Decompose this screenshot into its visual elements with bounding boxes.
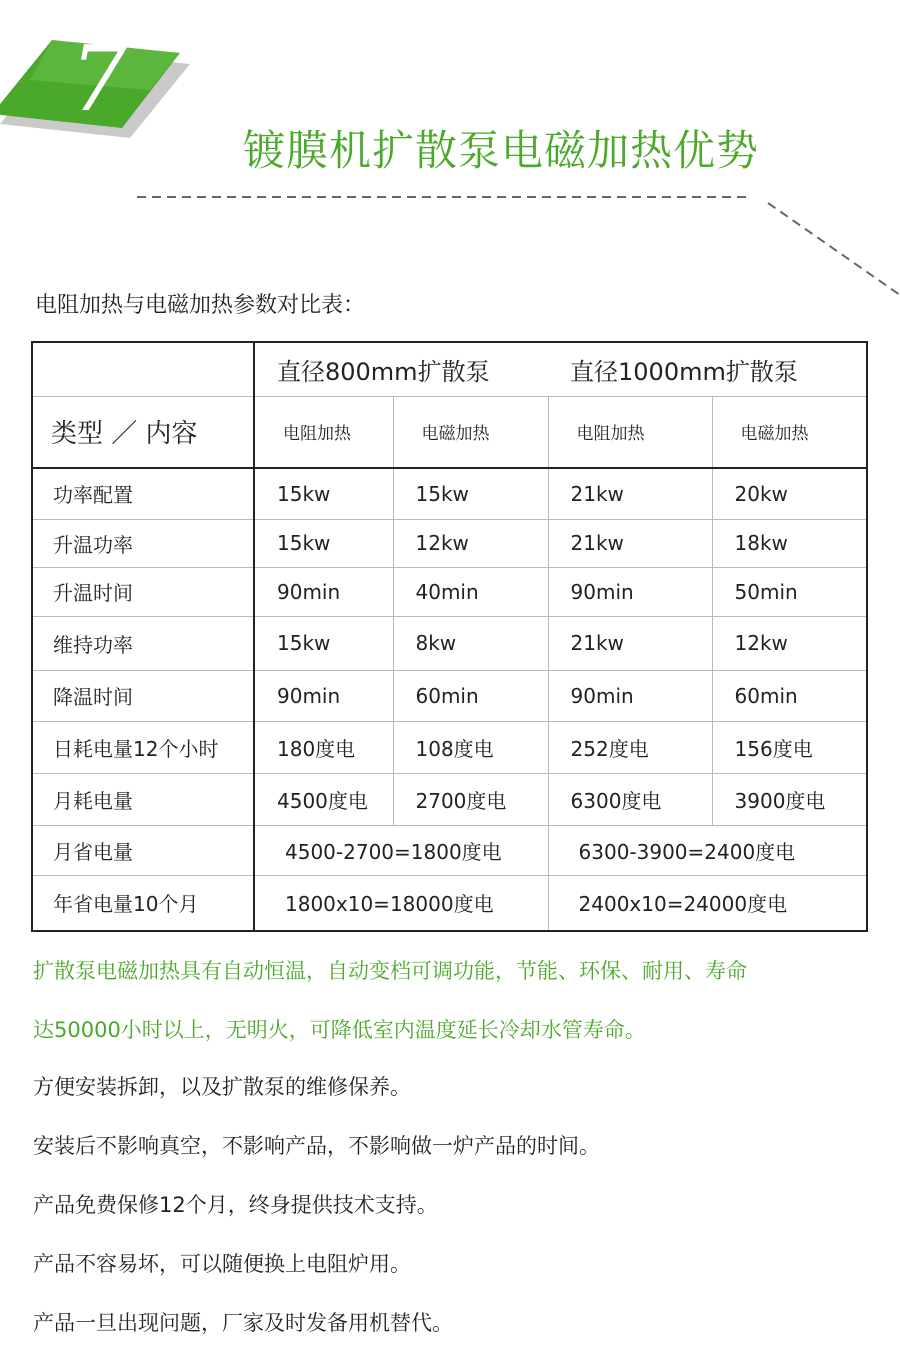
- table-row: [32, 825, 867, 875]
- subheader: 电阻加热: [548, 396, 712, 468]
- row-label: 日耗电量12个小时: [32, 721, 254, 773]
- table-cell: 50min: [712, 567, 867, 616]
- highlight-line: 达50000小时以上，无明火，可降低室内温度延长冷却水管寿命。: [33, 1018, 646, 1042]
- badge-number: 7: [70, 27, 128, 132]
- table-group-header-row: [32, 342, 867, 396]
- table-row: [32, 721, 867, 773]
- table-cell: 12kw: [393, 519, 548, 567]
- comparison-table: [31, 341, 866, 932]
- row-label: 升温功率: [32, 519, 254, 567]
- row-label: 维持功率: [32, 616, 254, 670]
- table-cell: 20kw: [712, 468, 867, 519]
- table-cell: 90min: [548, 670, 712, 721]
- table-subheader-row: [32, 396, 867, 468]
- table-cell: 60min: [393, 670, 548, 721]
- row-label: 功率配置: [32, 468, 254, 519]
- table-cell: 2700度电: [393, 773, 548, 825]
- table-row: [32, 875, 867, 931]
- table-cell: 21kw: [548, 468, 712, 519]
- table-cell: 6300-3900=2400度电: [548, 825, 867, 875]
- table-cell: 4500-2700=1800度电: [254, 825, 548, 875]
- table-cell: 108度电: [393, 721, 548, 773]
- row-label: 年省电量10个月: [32, 875, 254, 931]
- table-cell: 180度电: [254, 721, 393, 773]
- subheader: 电磁加热: [393, 396, 548, 468]
- table-cell: 90min: [254, 567, 393, 616]
- feature-line: 方便安装拆卸，以及扩散泵的维修保养。: [33, 1075, 411, 1099]
- table-cell: 90min: [548, 567, 712, 616]
- table-cell: 15kw: [254, 468, 393, 519]
- table-row: [32, 616, 867, 670]
- table-cell: 18kw: [712, 519, 867, 567]
- feature-line: 安装后不影响真空，不影响产品，不影响做一炉产品的时间。: [33, 1134, 600, 1158]
- table-row: [32, 519, 867, 567]
- page-title: 镀膜机扩散泵电磁加热优势: [243, 126, 760, 175]
- table-cell: 12kw: [712, 616, 867, 670]
- subheader: 电阻加热: [254, 396, 393, 468]
- table-cell: 1800x10=18000度电: [254, 875, 548, 931]
- table-cell: 60min: [712, 670, 867, 721]
- table-row: [32, 670, 867, 721]
- table-cell: 2400x10=24000度电: [548, 875, 867, 931]
- table-cell: 15kw: [393, 468, 548, 519]
- row-label: 降温时间: [32, 670, 254, 721]
- table-cell: 15kw: [254, 616, 393, 670]
- feature-line: 产品免费保修12个月，终身提供技术支持。: [33, 1193, 438, 1217]
- table-cell: 15kw: [254, 519, 393, 567]
- corner-label: 类型 ／ 内容: [32, 396, 254, 468]
- row-label: 月耗电量: [32, 773, 254, 825]
- table-cell: 156度电: [712, 721, 867, 773]
- table-row: [32, 468, 867, 519]
- row-label: 月省电量: [32, 825, 254, 875]
- table-cell: 40min: [393, 567, 548, 616]
- table-cell: 21kw: [548, 519, 712, 567]
- table-cell: 252度电: [548, 721, 712, 773]
- row-label: 升温时间: [32, 567, 254, 616]
- feature-line: 产品一旦出现问题，厂家及时发备用机替代。: [33, 1311, 453, 1335]
- highlight-line: 扩散泵电磁加热具有自动恒温，自动变档可调功能，节能、环保、耐用、寿命: [33, 959, 747, 983]
- table-cell: 21kw: [548, 616, 712, 670]
- table-cell: 8kw: [393, 616, 548, 670]
- table-caption: 电阻加热与电磁加热参数对比表：: [35, 293, 366, 318]
- table-cell: 90min: [254, 670, 393, 721]
- feature-line: 产品不容易坏，可以随便换上电阻炉用。: [33, 1252, 411, 1276]
- subheader: 电磁加热: [712, 396, 867, 468]
- table-row: [32, 773, 867, 825]
- group-header-800: 直径800mm扩散泵: [254, 342, 548, 396]
- group-header-1000: 直径1000mm扩散泵: [548, 342, 867, 396]
- table-corner-cell: [32, 342, 254, 396]
- table-cell: 4500度电: [254, 773, 393, 825]
- table-cell: 3900度电: [712, 773, 867, 825]
- table-row: [32, 567, 867, 616]
- table-cell: 6300度电: [548, 773, 712, 825]
- section-number-badge: [0, 20, 200, 150]
